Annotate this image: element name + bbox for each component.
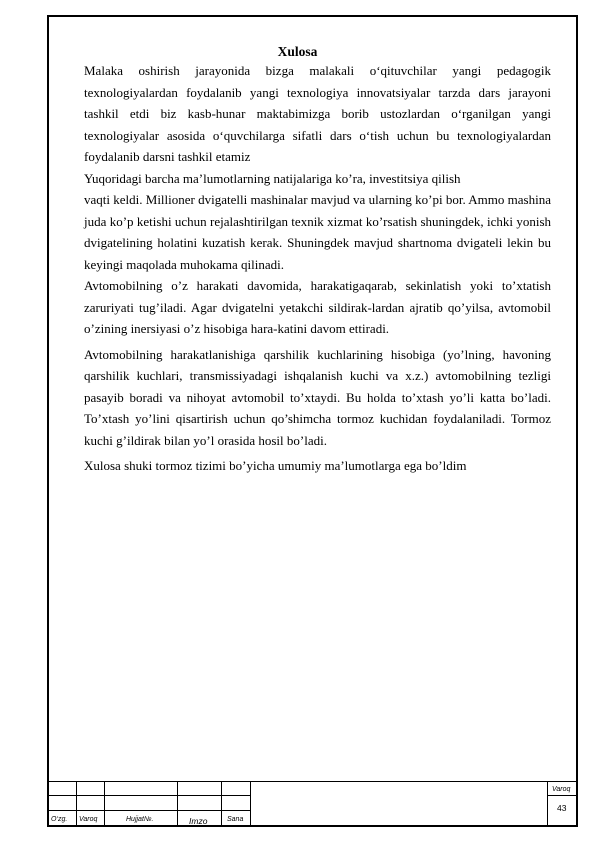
paragraph-5: Avtomobilning harakatlanishiga qarshilik kuchlarining hisobiga (yo’lning, havoning qarshilik kuchlari, transmissiyadagi ishqalanish kuchi va x.z.) avtomobilning tezligi pasayib boradi va nihoyat avtomobil to’xtaydi. Bu holda to’xtash yo’li katta bo’ladi. To’xtash yo’lini qisartirish uchun qo’shimcha tormoz kuchidan foydalaniladi. Tormoz kuchi g’ildirak bilan yo’l orasida hosil bo’ladi.	[84, 346, 551, 448]
title-block-col-line	[221, 781, 222, 827]
col-label-hujjat: Hujjat№.	[126, 816, 154, 823]
paragraph-6: Xulosa shuki tormoz tizimi bo’yicha umumiy ma’lumotlarga ega bo’ldim	[84, 458, 467, 473]
sheet-label: Varoq	[552, 786, 571, 793]
sheet-cell-line	[547, 795, 578, 796]
col-label-ozg: O‘zg.	[51, 816, 68, 823]
title-block-col-line	[104, 781, 105, 827]
title-block	[47, 781, 578, 827]
title-block-col-line	[547, 781, 548, 827]
col-label-imzo: Imzo	[189, 816, 208, 826]
col-label-sana: Sana	[227, 816, 244, 823]
paragraph-2: Yuqoridagi barcha ma’lumotlarning natijalariga ko’ra, investitsiya qilish	[84, 170, 461, 186]
title-block-row-line	[47, 810, 250, 811]
title-block-row-line	[47, 795, 250, 796]
title-block-col-line	[177, 781, 178, 827]
document-title: Xulosa	[277, 44, 318, 59]
paragraph-1: Malaka oshirish jarayonida bizga malakali o‘qituvchilar yangi pedagogik texnologiyalardan foydalanib yangi texnologiya innovatsiyalar tarzda dars jarayoni tashkil etdi biz kasb-hunar maktabimizga borib ustozlardan o‘rganilgan yangi texnologiyalar asosida o‘quvchilarga sifatli dars o‘tish uchun bu texnologiyalardan foydalanib darsni tashkil etamiz	[84, 63, 551, 164]
paragraph-3: vaqti keldi. Millioner dvigatelli mashinalar mavjud va ularning ko’pi bor. Ammo mashina juda ko’p ketishi uchun rejalashtirilgan texnik xizmat ko’rsatish shuningdek, ichki yonish dvigatelining holatini kuzatish kerak. Shuningdek mavjud shartnoma dvigateli lekin bu keyingi maqolada muhokama qilinadi.	[84, 192, 551, 272]
col-label-varaq: Varoq	[79, 816, 98, 823]
sheet-number: 43	[557, 803, 567, 813]
title-block-top-line	[47, 781, 578, 782]
title-block-col-line	[76, 781, 77, 827]
paragraph-4: Avtomobilning o’z harakati davomida, harakatigaqarab, sekinlatish yoki to’xtatish zaruriyati tug’iladi. Agar dvigatelni yetakchi sildirak-lardan ajratib qo’yilsa, avtomobil o’zining inersiyasi o’z hisobiga hara-katini davom ettiradi.	[84, 278, 551, 336]
document-body	[84, 60, 551, 477]
title-block-col-line	[250, 781, 251, 827]
